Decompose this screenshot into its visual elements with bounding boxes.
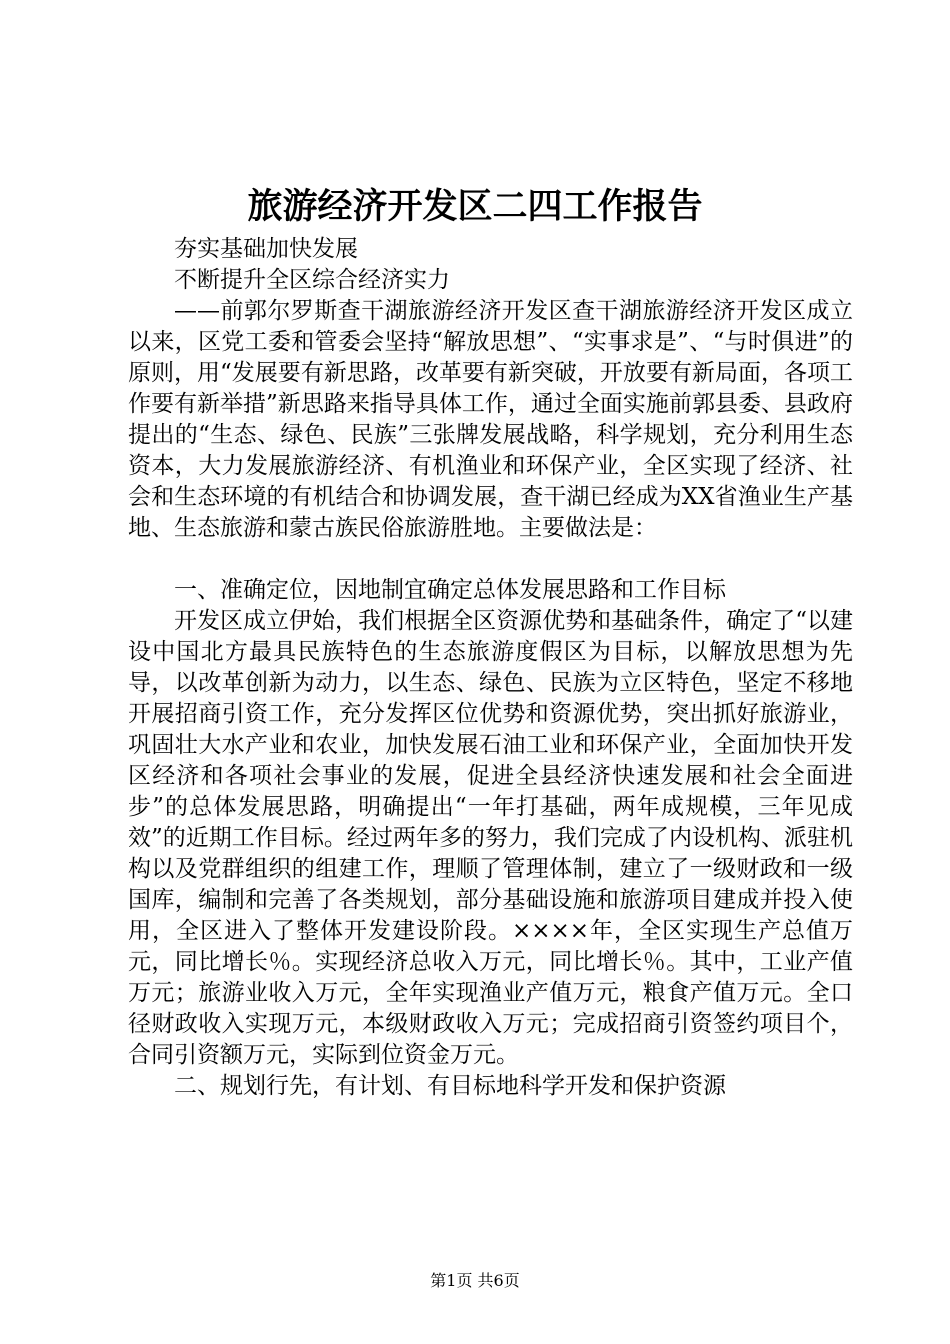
document-title: 旅游经济开发区二四工作报告	[247, 186, 703, 227]
document-body	[128, 234, 853, 1102]
subtitle-line-1: 夯实基础加快发展	[174, 236, 358, 262]
subtitle-line-2: 不断提升全区综合经济实力	[174, 267, 450, 293]
page-footer: 第1页 共6页	[430, 1271, 520, 1290]
intro-paragraph: ——前郭尔罗斯查干湖旅游经济开发区查干湖旅游经济开发区成立以来，区党工委和管委会坚持“解放思想”、“实事求是”、“与时俱进”的原则，用“发展要有新思路，改革要有新突破，开放要有新局面，各项工作要有新举措”新思路来指导具体工作，通过全面实施前郭县委、县政府提出的“生态、绿色、民族”三张牌发展战略，科学规划，充分利用生态资本，大力发展旅游经济、有机渔业和环保产业，全区实现了经济、社会和生态环境的有机结合和协调发展，查干湖已经成为XX省渔业生产基地、生态旅游和蒙古族民俗旅游胜地。主要做法是：	[128, 298, 853, 541]
section-heading-2: 二、规划行先，有计划、有目标地科学开发和保护资源	[174, 1073, 726, 1099]
section-1-paragraph: 开发区成立伊始，我们根据全区资源优势和基础条件，确定了“以建设中国北方最具民族特色的生态旅游度假区为目标，以解放思想为先导，以改革创新为动力，以生态、绿色、民族为立区特色，坚定不移地开展招商引资工作，充分发挥区位优势和资源优势，突出抓好旅游业，巩固壮大水产业和农业，加快发展石油工业和环保产业，全面加快开发区经济和各项社会事业的发展，促进全县经济快速发展和社会全面进步”的总体发展思路，明确提出“一年打基础，两年成规模，三年见成效”的近期工作目标。经过两年多的努力，我们完成了内设机构、派驻机构以及党群组织的组建工作，理顺了管理体制，建立了一级财政和一级国库，编制和完善了各类规划，部分基础设施和旅游项目建成并投入使用，全区进入了整体开发建设阶段。××××年，全区实现生产总值万元，同比增长％。实现经济总收入万元，同比增长％。其中，工业产值万元；旅游业收入万元，全年实现渔业产值万元，粮食产值万元。全口径财政收入实现万元，本级财政收入万元；完成招商引资签约项目个，合同引资额万元，实际到位资金万元。	[128, 608, 853, 1068]
section-heading-1: 一、准确定位，因地制宜确定总体发展思路和工作目标	[174, 577, 726, 603]
